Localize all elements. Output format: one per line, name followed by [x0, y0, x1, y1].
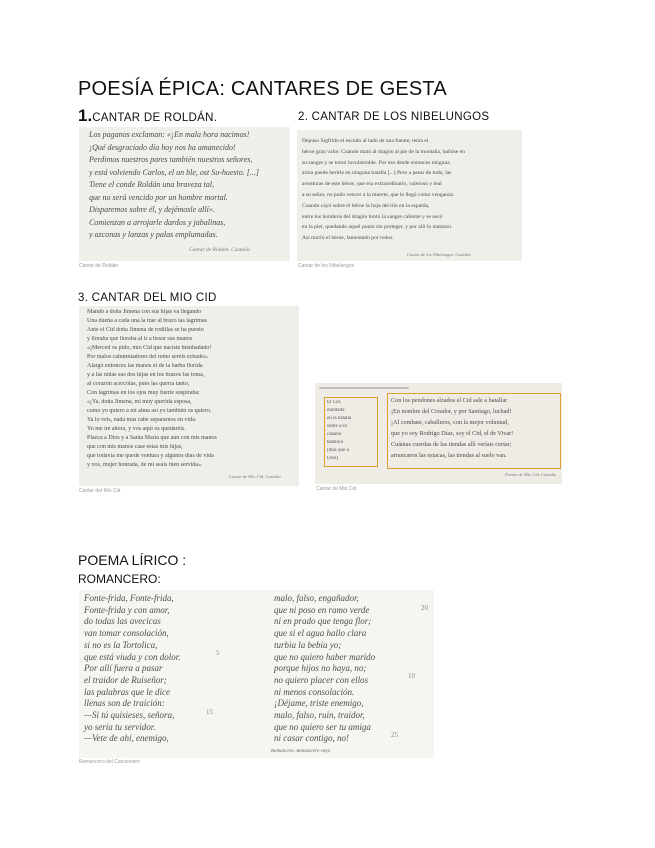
section-title: CANTAR DE ROLDÁN.: [92, 112, 218, 124]
nibelungos-text-line: en la piel, quedando aquel punto sin proteger, y por allí lo mataron.: [302, 224, 453, 231]
roldan-verse-line: ¡Qué desgraciado día hoy nos ha amanecido!: [89, 142, 236, 152]
cid-box-label-line: (más que a: [327, 448, 349, 453]
verse-number: 20: [421, 604, 428, 612]
roldan-verse-line: Perdimos nuestros pares también nuestros señores,: [89, 155, 253, 164]
cid-verse-line: que con mis manos case estas mis hijas,: [87, 444, 183, 450]
cid-source: Cantar de Mio Cid. Castalia: [229, 474, 281, 479]
roldan-verse-line: que no será vencido por un hombre mortal.: [89, 192, 228, 202]
roldan-verse-line: Comienzan a arrojarle dardos y jabalinas,: [89, 217, 226, 227]
cid-caption: Cantar del Mio Cid: [79, 488, 121, 494]
romancero-verse-line: Fonte-frida y con amor,: [84, 604, 170, 615]
cid-box-verse-line: arrancaron las estacas, las tiendas al suelo van.: [391, 452, 507, 459]
nibelungos-source: Cantar de los Nibelungos. Castalia: [407, 252, 471, 257]
cid-verse-line: y lloraba que lloraba al ir a besar sus manos: [87, 336, 193, 342]
roldan-verse-line: Los paganos exclaman: «¡En mala hora nacimos!: [89, 130, 250, 139]
cid-box-label-line: en la batalla: [327, 416, 352, 421]
roldan-verse-line: Tiene el conde Roldán una braveza tal,: [89, 180, 215, 189]
romancero-verse-line: malo, falso, engañador,: [274, 593, 359, 603]
cid-verse-line: Mandó a doña Jimena con sus hijas va llegando: [87, 309, 202, 315]
cid-verse-line: Por malos calumniadores del reino seréis echado».: [87, 354, 209, 360]
cid-verse-line: «¡Merced os pido, mío Cid que naciste bienhadado!: [87, 345, 212, 351]
cid-verse-line: Ya lo veis, nada más cabe separarnos en vida.: [87, 417, 197, 423]
section-nibelungos-heading: 2. CANTAR DE LOS NIBELUNGOS: [298, 111, 490, 123]
romancero-verse-line: ni casar contigo, no!: [274, 733, 349, 744]
romancero-verse-line: ni en prado que tenga flor;: [274, 616, 372, 627]
cid-verse-line: Alargó entonces las manos el de la barba florida: [87, 363, 203, 369]
cid-box-verse-line: ¡En nombre del Creador, y por Santiago, luchad!: [391, 408, 512, 415]
roldan-verse-line: y azconas y lanzas y palas emplumadas.: [89, 230, 218, 239]
cid-verse-line: como yo quiero a mi alma así yo también os quiero.: [87, 408, 212, 414]
cid-box-label-line: montado: [327, 408, 345, 413]
verse-number: 5: [216, 649, 220, 657]
cid-verse-line: «¡Ya, doña Jimena, mi muy querida esposa,: [87, 399, 192, 405]
roldan-verse-line: y está volviendo Carlos, el un ble, ost Su-huesto. [...]: [89, 167, 259, 177]
romancero-verse-line: turbia la bebía yo;: [274, 639, 342, 650]
lirico-title: POEMA LÍRICO :: [78, 552, 187, 568]
romancero-source: Romancero. Romancero viejo: [271, 749, 331, 754]
nibelungos-text-line: Cuando cayó sobre el héroe la hoja del tilo en la espalda,: [302, 202, 430, 209]
nibelungos-caption: Cantar de los Nibelungos: [298, 263, 355, 269]
roldan-verse-line: Disparemos sobre él, y dejémosle allí».: [89, 205, 215, 214]
nibelungos-text-line: aventuras de este héroe, que era extraordinario, valeroso y leal: [302, 181, 442, 188]
verse-number: 25: [391, 731, 398, 739]
romancero-verse-line: las palabras que le dice: [84, 686, 170, 697]
nibelungos-scan-image: [297, 130, 522, 261]
romancero-verse-line: porque hijos no haya, no;: [274, 663, 367, 674]
lirico-subtitle: ROMANCERO:: [78, 572, 161, 586]
romancero-verse-line: Por allí fuera a pasar: [84, 663, 163, 674]
cid-verse-line: Yo me iré ahora, y vos aquí os quedaréis.: [87, 426, 186, 432]
cid-verse-line: y a las niñas sus dos hijas en los brazos las toma,: [87, 372, 205, 378]
cid-box-verse-line: Con los pendones alzados el Cid sale a batallar: [391, 397, 508, 404]
page-title: POESÍA ÉPICA: CANTARES DE GESTA: [78, 78, 447, 100]
section-roldan-heading: [78, 106, 217, 126]
cid-verse-line: Con lágrimas en los ojos muy fuerte suspiraba:: [87, 390, 200, 396]
cid-box-label-line: Babieca: [327, 440, 344, 445]
nibelungos-text-line: Depuso Sigfrido el escudo al lado de una fuente; tenía el: [302, 138, 429, 144]
cid-scan-image: [79, 306, 299, 486]
cid-verse-line: Plazca a Dios y a Santa María que aún con mis manos: [87, 435, 217, 441]
nibelungos-text-line: entre los hombros del dragón brotó la sangre caliente y se secó: [302, 213, 443, 220]
roldan-scan-image: [79, 127, 290, 261]
romancero-verse-line: —Si tú quisieses, señora,: [84, 710, 175, 720]
nibelungos-text-line: arma puede herirle en ninguna batalla [...] Pero a pesar de todo, las: [302, 170, 452, 177]
cid-verse-line: que todavía me quede ventura y algunos días de vida: [87, 453, 214, 459]
romancero-verse-line: que no quiero ser tu amiga: [274, 721, 371, 732]
cid-box-label-line: sobre a su: [327, 424, 347, 429]
nibelungos-text-line: Así murió el héroe, lamentado por todos.: [302, 235, 394, 242]
verse-number: 15: [206, 708, 213, 716]
romancero-verse-line: el traidor de Ruiseñor;: [84, 674, 167, 685]
romancero-verse-line: no quiero placer con ellos: [274, 674, 369, 685]
cid-verse-line: Una dueña a cada una la trae al brazo las lágrimas: [87, 318, 207, 324]
cid-box-scan-image: [315, 383, 562, 484]
cid-box-verse-line: ¡Al combate, caballeros, con la mejor voluntad,: [391, 419, 509, 426]
romancero-verse-line: ¡Déjame, triste enemigo,: [274, 698, 364, 709]
romancero-verse-line: que ni poso en ramo verde: [274, 604, 370, 615]
cid-box-label-line: caballo: [327, 432, 342, 437]
romancero-verse-line: ni menos consolación.: [274, 686, 355, 697]
cid-verse-line: y vos, mujer honrada, de mí seáis bien servida».: [87, 462, 203, 468]
nibelungos-text-line: héroe gran valor. Cuando mató al dragón al pie de la montaña, bañóse en: [302, 148, 465, 155]
romancero-verse-line: malo, falso, ruin, traidor,: [274, 710, 365, 720]
cid-box-caption: Cantar de Mio Cid: [316, 486, 357, 492]
romancero-verse-line: van tomar consolación,: [84, 628, 169, 639]
cid-box-label-line: El Cid,: [327, 400, 342, 405]
cid-verse-line: Ante el Cid doña Jimena de rodillas se ha puesto: [87, 327, 204, 333]
cid-box-label-line: Dios): [327, 456, 339, 461]
romancero-caption: Romancero del Cancionero: [79, 759, 140, 765]
romancero-scan-image: [79, 590, 434, 758]
romancero-verse-line: —Vete de ahí, enemigo,: [84, 733, 169, 744]
cid-box-source: Poema de Mio Cid. Castalia: [505, 472, 557, 477]
romancero-verse-line: Fonte-frida, Fonte-frida,: [84, 593, 174, 603]
romancero-verse-line: que está viuda y con dolor.: [84, 651, 181, 662]
romancero-verse-line: yo sería tu servidor.: [84, 721, 156, 732]
romancero-verse-line: llenas son de traición:: [84, 698, 165, 709]
romancero-verse-line: si no es la Tortolica,: [84, 639, 158, 650]
cid-box-verse-line: Cuántas cuerdas de las tiendas allí veríais cortar;: [391, 441, 512, 448]
section-cid-heading: 3. CANTAR DEL MIO CID: [78, 292, 217, 304]
roldan-source: Cantar de Roldán. Castalia: [189, 247, 250, 253]
cid-box-verse-line: que yo soy Rodrigo Díaz, soy el Cid, el de Vivar!: [391, 430, 514, 437]
scan-header-line: [319, 387, 409, 389]
romancero-verse-line: que si el agua hallo clara: [274, 628, 367, 639]
cid-verse-line: al corazón acercólas, pues las quería tanto,: [87, 381, 190, 387]
section-number: 1.: [78, 106, 93, 125]
nibelungos-text-line: a su señor, no pudo vencer a la muerte, que le llegó como venganza.: [302, 192, 455, 198]
roldan-caption: Cantar de Roldán: [79, 263, 119, 269]
romancero-verse-line: do todas las avecicas: [84, 616, 161, 627]
nibelungos-text-line: su sangre y se tornó invulnerable. Por eso desde entonces ninguna: [302, 159, 450, 166]
romancero-verse-line: que no quiero haber marido: [274, 651, 376, 662]
verse-number: 10: [408, 672, 415, 680]
